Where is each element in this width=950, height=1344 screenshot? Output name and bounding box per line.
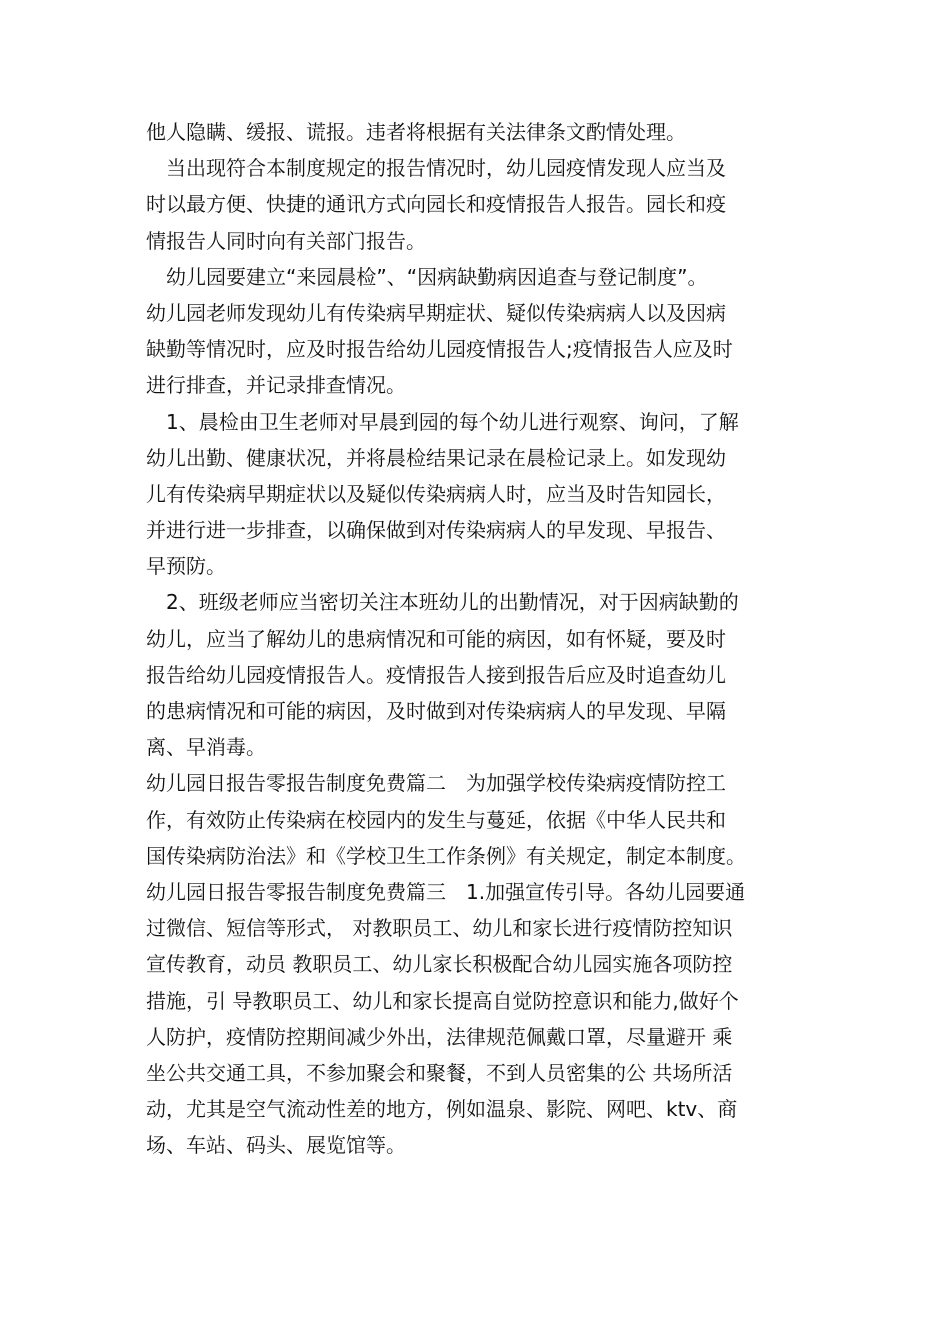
text-line: 1、晨检由卫生老师对早晨到园的每个幼儿进行观察、询问，了解 [146, 409, 739, 434]
text-line: 幼儿园老师发现幼儿有传染病早期症状、疑似传染病病人以及因病 [146, 300, 726, 325]
text-line: 坐公共交通工具，不参加聚会和聚餐，不到人员密集的公 共场所活 [146, 1060, 733, 1085]
text-line: 2、班级老师应当密切关注本班幼儿的出勤情况，对于因病缺勤的 [146, 590, 739, 615]
text-line: 缺勤等情况时，应及时报告给幼儿园疫情报告人;疫情报告人应及时 [146, 337, 733, 362]
text-line: 儿有传染病早期症状以及疑似传染病病人时，应当及时告知园长， [146, 481, 726, 506]
text-line: 幼儿园要建立“来园晨检”、“因病缺勤病因追查与登记制度”。 [146, 264, 708, 289]
text-line: 幼儿，应当了解幼儿的患病情况和可能的病因，如有怀疑，要及时 [146, 626, 726, 651]
text-line: 措施，引 导教职员工、幼儿和家长提高自觉防控意识和能力,做好个 [146, 988, 739, 1013]
text-line: 早预防。 [146, 554, 226, 579]
text-line: 的患病情况和可能的病因，及时做到对传染病病人的早发现、早隔 [146, 699, 726, 723]
text-line: 并进行进一步排查，以确保做到对传染病病人的早发现、早报告、 [146, 518, 726, 543]
text-line: 时以最方便、快捷的通讯方式向园长和疫情报告人报告。园长和疫 [146, 192, 726, 217]
text-line: 他人隐瞒、缓报、谎报。违者将根据有关法律条文酌情处理。 [146, 120, 686, 144]
text-line: 幼儿园日报告零报告制度免费篇三 1.加强宣传引导。各幼儿园要通 [146, 879, 746, 904]
text-line: 当出现符合本制度规定的报告情况时，幼儿园疫情发现人应当及 [146, 156, 726, 181]
text-line: 动，尤其是空气流动性差的地方，例如温泉、影院、网吧、ktv、商 [146, 1097, 738, 1122]
text-line: 幼儿园日报告零报告制度免费篇二 为加强学校传染病疫情防控工 [146, 771, 726, 796]
text-line: 场、车站、码头、展览馆等。 [146, 1133, 406, 1158]
text-line: 报告给幼儿园疫情报告人。疫情报告人接到报告后应及时追查幼儿 [146, 662, 726, 687]
text-line: 国传染病防治法》和《学校卫生工作条例》有关规定，制定本制度。 [146, 843, 746, 868]
document-body [146, 114, 826, 1163]
text-line: 离、早消毒。 [146, 735, 266, 760]
text-line: 过微信、短信等形式， 对教职员工、幼儿和家长进行疫情防控知识 [146, 916, 733, 941]
text-line: 进行排查，并记录排查情况。 [146, 373, 406, 398]
text-line: 幼儿出勤、健康状况，并将晨检结果记录在晨检记录上。如发现幼 [146, 445, 726, 470]
text-line: 宣传教育，动员 教职员工、幼儿家长积极配合幼儿园实施各项防控 [146, 952, 733, 977]
text-line: 人防护，疫情防控期间减少外出，法律规范佩戴口罩，尽量避开 乘 [146, 1024, 733, 1049]
text-line: 作，有效防止传染病在校园内的发生与蔓延，依据《中华人民共和 [146, 807, 726, 832]
text-line: 情报告人同时向有关部门报告。 [146, 228, 426, 253]
